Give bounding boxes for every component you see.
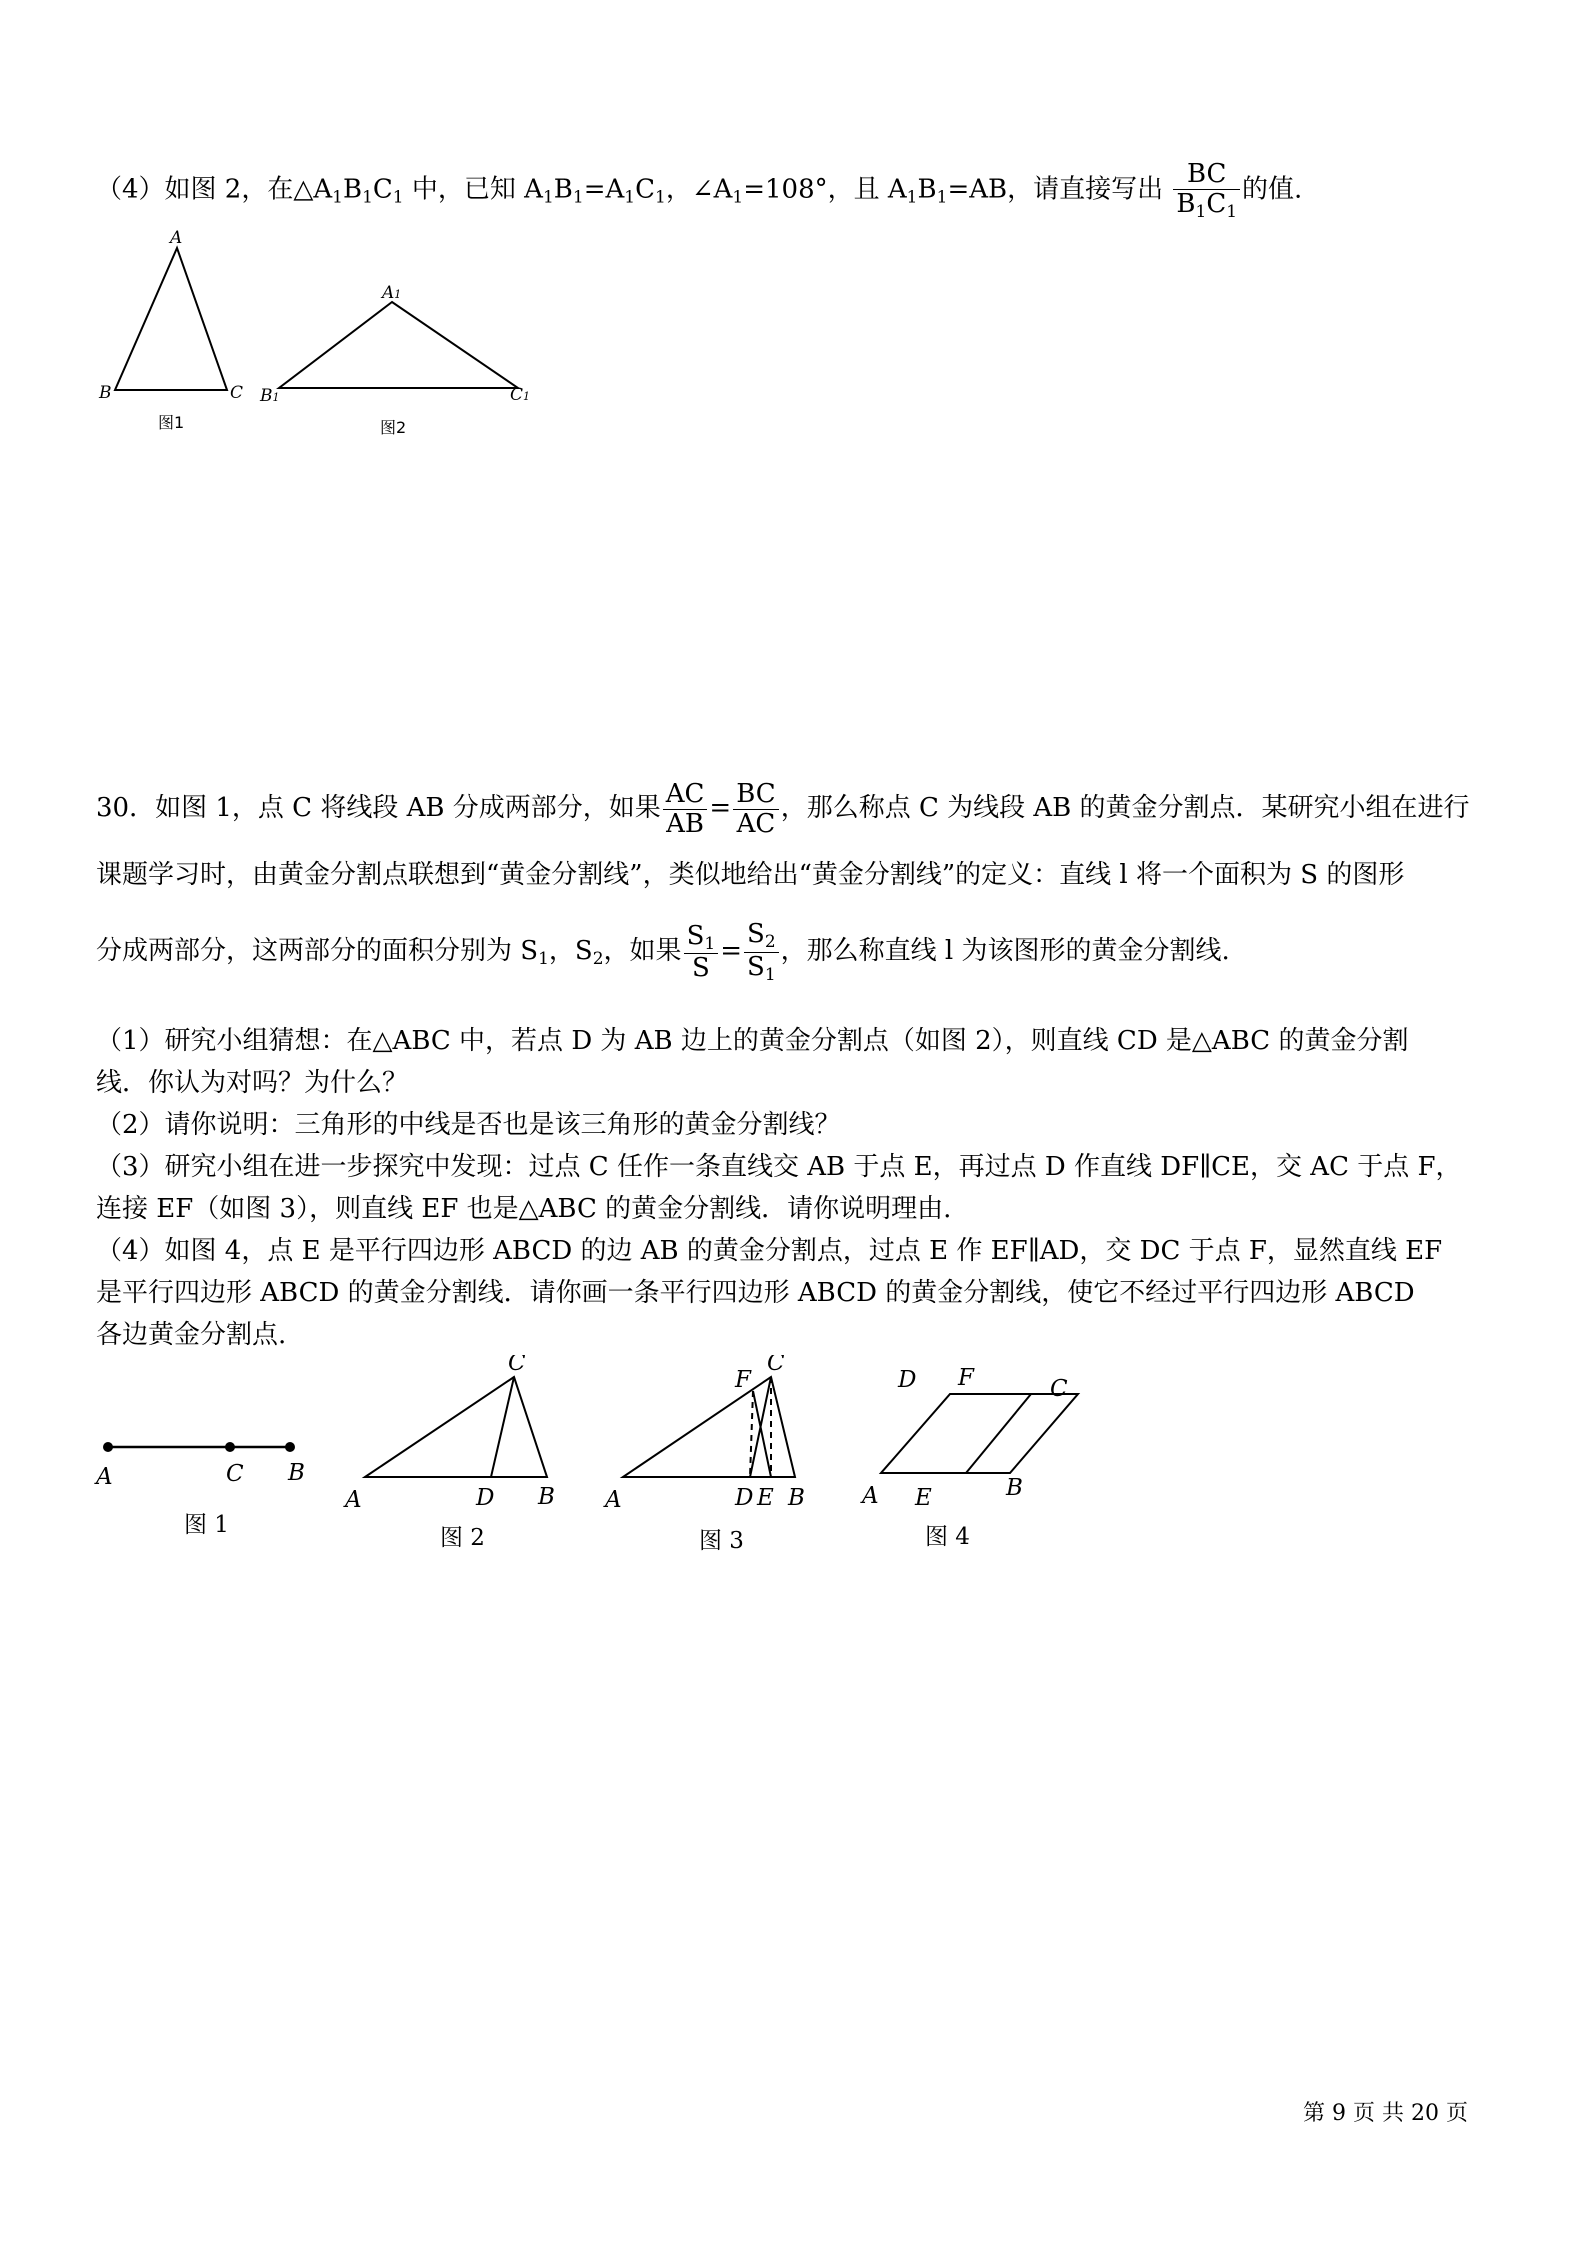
q29-part4: （4）如图 2，在$\triangle A_1B_1C_1$ 中，已知 $A_1B_1=A_1C_1$，$\angle A_1=108^\circ$，且 $A_1B_1=AB$，请直接写出 $\frac{BC}{B_1C_1}$ 的值. bbox=[96, 159, 1303, 222]
q30-part3-b: 连接 EF（如图 3），则直线 EF 也是△ABC 的黄金分割线．请你说明理由. bbox=[96, 1194, 952, 1224]
fig4-parallelogram bbox=[881, 1394, 1078, 1473]
fig2-triangle bbox=[365, 1377, 547, 1477]
svg-text:B: B bbox=[788, 1485, 805, 1511]
q30-part3-a: （3）研究小组在进一步探究中发现：过点 C 任作一条直线交 AB 于点 E，再过点 D 作直线 DF∥CE，交 AC 于点 F， bbox=[96, 1152, 1462, 1182]
caption-fig1: 图1 bbox=[158, 413, 185, 432]
point-a bbox=[103, 1442, 113, 1452]
label-b1: B1 bbox=[260, 386, 280, 406]
label-b: B bbox=[99, 383, 112, 403]
triangle-a1b1c1 bbox=[279, 302, 518, 388]
svg-text:A: A bbox=[862, 1483, 879, 1509]
svg-text:A: A bbox=[345, 1487, 362, 1513]
svg-text:D: D bbox=[476, 1485, 495, 1511]
triangle-abc bbox=[115, 248, 227, 390]
q30-part1-b: 线．你认为对吗？为什么？ bbox=[96, 1068, 409, 1098]
label-c: C bbox=[230, 383, 244, 403]
svg-text:B: B bbox=[1006, 1475, 1023, 1501]
caption-fig1: 图 1 bbox=[184, 1512, 229, 1538]
point-b bbox=[285, 1442, 295, 1452]
svg-text:D: D bbox=[898, 1367, 917, 1393]
q30-line1: 30．如图 1，点 C 将线段 AB 分成两部分，如果 $\frac{AC}{AB}$ = $\frac{BC}{AC}$ ，那么称点 C 为线段 AB 的黄金分割点．某研究小组在进行 bbox=[96, 779, 1470, 839]
svg-text:E: E bbox=[915, 1485, 932, 1511]
svg-text:E: E bbox=[757, 1485, 774, 1511]
caption-fig2: 图2 bbox=[380, 418, 407, 437]
fraction-s2-over-s1: $\frac{S_2}{S_1}$ bbox=[744, 920, 779, 984]
svg-text:B: B bbox=[538, 1484, 555, 1510]
page-number: 第 9 页 共 20 页 bbox=[1303, 2101, 1468, 2126]
svg-text:C: C bbox=[1050, 1376, 1068, 1402]
bottom-figures bbox=[90, 1355, 1090, 1565]
fraction-s1-over-s: $\frac{S_1}{S}$ bbox=[684, 922, 719, 983]
svg-text:C: C bbox=[767, 1355, 785, 1376]
svg-text:B: B bbox=[288, 1460, 305, 1486]
caption-fig2: 图 2 bbox=[440, 1525, 485, 1551]
svg-text:D: D bbox=[735, 1485, 754, 1511]
q30-part4-c: 各边黄金分割点. bbox=[96, 1320, 287, 1350]
svg-text:F: F bbox=[735, 1367, 751, 1393]
label-a: A bbox=[170, 228, 183, 248]
q30-part4-a: （4）如图 4，点 E 是平行四边形 ABCD 的边 AB 的黄金分割点，过点 E 作 EF∥AD，交 DC 于点 F，显然直线 EF bbox=[96, 1236, 1443, 1266]
q30-line2: 课题学习时，由黄金分割点联想到“黄金分割线”，类似地给出“黄金分割线”的定义：直线 l 将一个面积为 S 的图形 bbox=[96, 860, 1405, 890]
point-c bbox=[225, 1442, 235, 1452]
fig1-segment bbox=[94, 1442, 305, 1538]
svg-text:C: C bbox=[226, 1461, 244, 1487]
fraction-bc-over-b1c1: $\frac{BC}{B_1C_1}$ bbox=[1173, 160, 1240, 221]
top-triangles-figure bbox=[90, 225, 560, 445]
q30-part1-a: （1）研究小组猜想：在△ABC 中，若点 D 为 AB 边上的黄金分割点（如图 2），则直线 CD 是△ABC 的黄金分割 bbox=[96, 1026, 1409, 1056]
svg-text:F: F bbox=[958, 1365, 974, 1391]
svg-text:C: C bbox=[508, 1355, 526, 1376]
svg-text:A: A bbox=[96, 1464, 113, 1490]
fraction-ac-over-ab: $\frac{AC}{AB}$ bbox=[663, 780, 708, 838]
caption-fig3: 图 3 bbox=[699, 1528, 744, 1554]
fraction-bc-over-ac: $\frac{BC}{AC}$ bbox=[733, 780, 778, 838]
fig3-triangle bbox=[623, 1377, 795, 1477]
q30-line3: 分成两部分，这两部分的面积分别为 $S_1$，$S_2$，如果 $\frac{S_1}{S}$ = $\frac{S_2}{S_1}$ ，那么称直线 l 为该图形的黄金分割线. bbox=[96, 919, 1230, 985]
q30-part4-b: 是平行四边形 ABCD 的黄金分割线．请你画一条平行四边形 ABCD 的黄金分割线，使它不经过平行四边形 ABCD bbox=[96, 1278, 1415, 1308]
q30-part2: （2）请你说明：三角形的中线是否也是该三角形的黄金分割线？ bbox=[96, 1110, 841, 1140]
svg-text:A: A bbox=[605, 1487, 622, 1513]
label-a1: A1 bbox=[382, 283, 402, 303]
caption-fig4: 图 4 bbox=[925, 1524, 970, 1550]
label-c1: C1 bbox=[510, 385, 531, 405]
